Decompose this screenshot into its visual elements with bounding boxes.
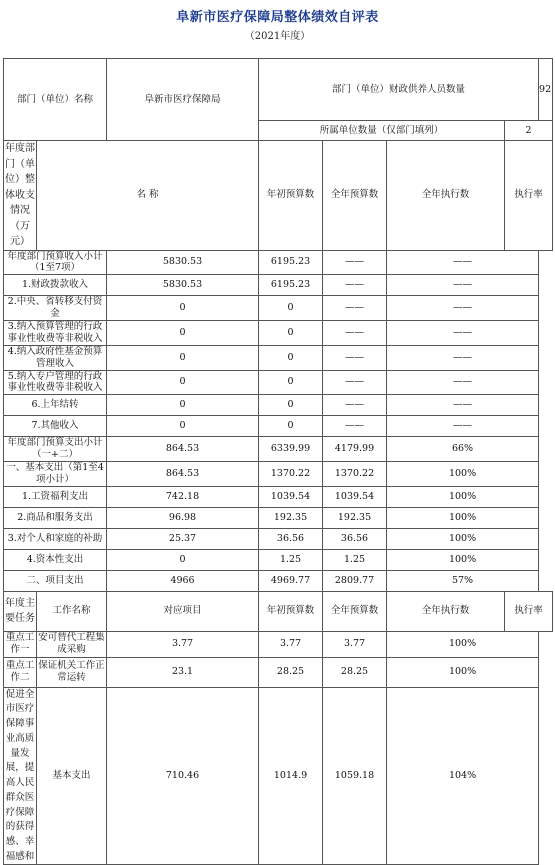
task-rows bbox=[4, 631, 553, 865]
performance-table bbox=[3, 58, 553, 865]
task-row bbox=[4, 657, 553, 687]
budget-row bbox=[4, 345, 553, 370]
budget-row-initial: 0 bbox=[107, 370, 259, 395]
budget-row-full: 1.25 bbox=[259, 549, 323, 570]
budget-row-exec: 1370.22 bbox=[323, 462, 387, 487]
budget-row-rate: 66% bbox=[387, 437, 539, 462]
budget-row bbox=[4, 486, 553, 507]
budget-row-rate: —— bbox=[387, 250, 539, 275]
budget-row bbox=[4, 275, 553, 296]
budget-row-rate: —— bbox=[387, 416, 539, 437]
budget-row-exec: —— bbox=[323, 296, 387, 321]
budget-row-exec: 4179.99 bbox=[323, 437, 387, 462]
budget-header-row bbox=[4, 141, 553, 251]
budget-section-label-text: 年度部门（单位）整体收支情况（万元） bbox=[5, 143, 35, 247]
budget-row-name: 二、项目支出 bbox=[4, 570, 107, 591]
task-row-rate: 104% bbox=[387, 687, 539, 865]
budget-row-exec: 192.35 bbox=[323, 507, 387, 528]
budget-row-exec: —— bbox=[323, 345, 387, 370]
page-subtitle-year: （2021年度） bbox=[244, 31, 311, 42]
budget-row-name: 2.商品和服务支出 bbox=[4, 507, 107, 528]
budget-row-full: 36.56 bbox=[259, 528, 323, 549]
budget-row-full: 1039.54 bbox=[259, 486, 323, 507]
budget-row-initial: 742.18 bbox=[107, 486, 259, 507]
dept-label: 部门（单位）名称 bbox=[4, 59, 107, 141]
budget-row-exec: —— bbox=[323, 416, 387, 437]
sub-units-label: 所属单位数量（仅部门填列） bbox=[259, 121, 505, 141]
budget-row-initial: 0 bbox=[107, 416, 259, 437]
budget-row-name: 6.上年结转 bbox=[4, 395, 107, 416]
tasks-col-name: 工作名称 bbox=[37, 591, 107, 631]
budget-col-full: 全年预算数 bbox=[323, 141, 387, 251]
budget-row bbox=[4, 462, 553, 487]
budget-row bbox=[4, 296, 553, 321]
budget-row-rate: 100% bbox=[387, 507, 539, 528]
budget-row bbox=[4, 250, 553, 275]
budget-row bbox=[4, 437, 553, 462]
task-row-initial: 23.1 bbox=[107, 657, 259, 687]
budget-row-name: 3.对个人和家庭的补助 bbox=[4, 528, 107, 549]
task-row-rate: 100% bbox=[387, 631, 539, 657]
budget-row-name: 2.中央、省转移支付资金 bbox=[4, 296, 107, 321]
budget-section-label bbox=[4, 141, 37, 251]
task-row-item: 保证机关工作正常运转 bbox=[37, 657, 107, 687]
budget-row-rate: 100% bbox=[387, 462, 539, 487]
budget-row-rate: 100% bbox=[387, 549, 539, 570]
budget-row-exec: 1.25 bbox=[323, 549, 387, 570]
tasks-col-initial: 年初预算数 bbox=[259, 591, 323, 631]
budget-row-rate: —— bbox=[387, 345, 539, 370]
budget-row-initial: 0 bbox=[107, 345, 259, 370]
budget-row bbox=[4, 570, 553, 591]
budget-row-name: 一、基本支出（第1至4项小计） bbox=[4, 462, 107, 487]
budget-row-full: 6339.99 bbox=[259, 437, 323, 462]
task-row-exec: 1059.18 bbox=[323, 687, 387, 865]
budget-row-rate: 57% bbox=[387, 570, 539, 591]
task-row-full: 1014.9 bbox=[259, 687, 323, 865]
budget-row-name: 年度部门预算收入小计（1至7项） bbox=[4, 250, 107, 275]
budget-row-rate: —— bbox=[387, 275, 539, 296]
budget-row bbox=[4, 528, 553, 549]
budget-row-full: 6195.23 bbox=[259, 250, 323, 275]
dept-value: 阜新市医疗保障局 bbox=[107, 59, 259, 141]
budget-col-exec: 全年执行数 bbox=[387, 141, 505, 251]
budget-row-rate: —— bbox=[387, 370, 539, 395]
budget-row-full: 0 bbox=[259, 345, 323, 370]
page-title: 阜新市医疗保障局整体绩效自评表 bbox=[176, 10, 379, 25]
budget-row-name: 4.资本性支出 bbox=[4, 549, 107, 570]
task-row-rate: 100% bbox=[387, 657, 539, 687]
budget-row-exec: —— bbox=[323, 370, 387, 395]
budget-row-full: 0 bbox=[259, 296, 323, 321]
budget-row-rate: —— bbox=[387, 296, 539, 321]
tasks-section-label bbox=[4, 591, 37, 631]
budget-row-full: 1370.22 bbox=[259, 462, 323, 487]
task-row-full: 3.77 bbox=[259, 631, 323, 657]
budget-row-name: 3.纳入预算管理的行政事业性收费等非税收入 bbox=[4, 321, 107, 346]
budget-row-full: 0 bbox=[259, 395, 323, 416]
budget-row-name: 4.纳入政府性基金预算管理收入 bbox=[4, 345, 107, 370]
budget-row-initial: 5830.53 bbox=[107, 250, 259, 275]
budget-row-initial: 4966 bbox=[107, 570, 259, 591]
task-row bbox=[4, 631, 553, 657]
task-row-name: 重点工作一 bbox=[4, 631, 37, 657]
budget-row-exec: 1039.54 bbox=[323, 486, 387, 507]
staff-value: 92 bbox=[539, 59, 553, 121]
budget-row-full: 0 bbox=[259, 370, 323, 395]
budget-row-exec: —— bbox=[323, 321, 387, 346]
budget-row-initial: 5830.53 bbox=[107, 275, 259, 296]
tasks-header-row bbox=[4, 591, 553, 631]
tasks-section-label-text: 年度主要任务 bbox=[5, 597, 35, 625]
budget-row-rate: 100% bbox=[387, 486, 539, 507]
budget-row-full: 192.35 bbox=[259, 507, 323, 528]
budget-row-rate: 100% bbox=[387, 528, 539, 549]
task-row-item: 安可替代工程集成采购 bbox=[38, 632, 105, 656]
task-row-name: 重点工作二 bbox=[4, 657, 37, 687]
budget-row-exec: —— bbox=[323, 250, 387, 275]
sub-units-value: 2 bbox=[505, 121, 553, 141]
task-row-exec: 3.77 bbox=[323, 631, 387, 657]
budget-row-initial: 0 bbox=[107, 296, 259, 321]
budget-row-initial: 0 bbox=[107, 321, 259, 346]
budget-row-exec: 2809.77 bbox=[323, 570, 387, 591]
budget-row-exec: —— bbox=[323, 275, 387, 296]
budget-rows bbox=[4, 250, 553, 591]
budget-row-full: 0 bbox=[259, 416, 323, 437]
task-row-item: 基本支出 bbox=[37, 687, 107, 865]
budget-row-name: 5.纳入专户管理的行政事业性收费等非税收入 bbox=[4, 370, 107, 395]
budget-row-initial: 96.98 bbox=[107, 507, 259, 528]
budget-col-name: 名 称 bbox=[37, 141, 259, 251]
task-row-initial: 3.77 bbox=[107, 631, 259, 657]
budget-row bbox=[4, 549, 553, 570]
budget-row-initial: 0 bbox=[107, 395, 259, 416]
budget-row-name: 年度部门预算支出小计（一+二） bbox=[4, 437, 107, 462]
tasks-col-item: 对应项目 bbox=[107, 591, 259, 631]
header-row-dept bbox=[4, 59, 553, 121]
budget-row-exec: —— bbox=[323, 395, 387, 416]
budget-row-rate: —— bbox=[387, 395, 539, 416]
budget-col-initial: 年初预算数 bbox=[259, 141, 323, 251]
budget-row bbox=[4, 507, 553, 528]
budget-row-initial: 864.53 bbox=[107, 462, 259, 487]
budget-row bbox=[4, 370, 553, 395]
task-row-full: 28.25 bbox=[259, 657, 323, 687]
tasks-col-full: 全年预算数 bbox=[323, 591, 387, 631]
budget-row-name: 7.其他收入 bbox=[4, 416, 107, 437]
budget-row bbox=[4, 416, 553, 437]
budget-row-exec: 36.56 bbox=[323, 528, 387, 549]
task-row-name: 促进全市医疗保障事业高质量发展，提高人民群众医疗保障的获得感、幸福感和 bbox=[4, 687, 37, 865]
tasks-col-exec: 全年执行数 bbox=[387, 591, 505, 631]
budget-row-rate: —— bbox=[387, 321, 539, 346]
budget-row bbox=[4, 395, 553, 416]
budget-row-name: 1.工资福利支出 bbox=[4, 486, 107, 507]
task-row-exec: 28.25 bbox=[323, 657, 387, 687]
budget-row-full: 6195.23 bbox=[259, 275, 323, 296]
budget-col-rate: 执行率 bbox=[505, 141, 553, 251]
staff-label: 部门（单位）财政供养人员数量 bbox=[259, 59, 539, 121]
budget-row-name: 1.财政拨款收入 bbox=[4, 275, 107, 296]
budget-row-initial: 864.53 bbox=[107, 437, 259, 462]
task-row-initial: 710.46 bbox=[107, 687, 259, 865]
budget-row-initial: 25.37 bbox=[107, 528, 259, 549]
task-row bbox=[4, 687, 553, 865]
budget-row-full: 4969.77 bbox=[259, 570, 323, 591]
budget-row-full: 0 bbox=[259, 321, 323, 346]
tasks-col-rate: 执行率 bbox=[505, 591, 553, 631]
budget-row-initial: 0 bbox=[107, 549, 259, 570]
budget-row bbox=[4, 321, 553, 346]
